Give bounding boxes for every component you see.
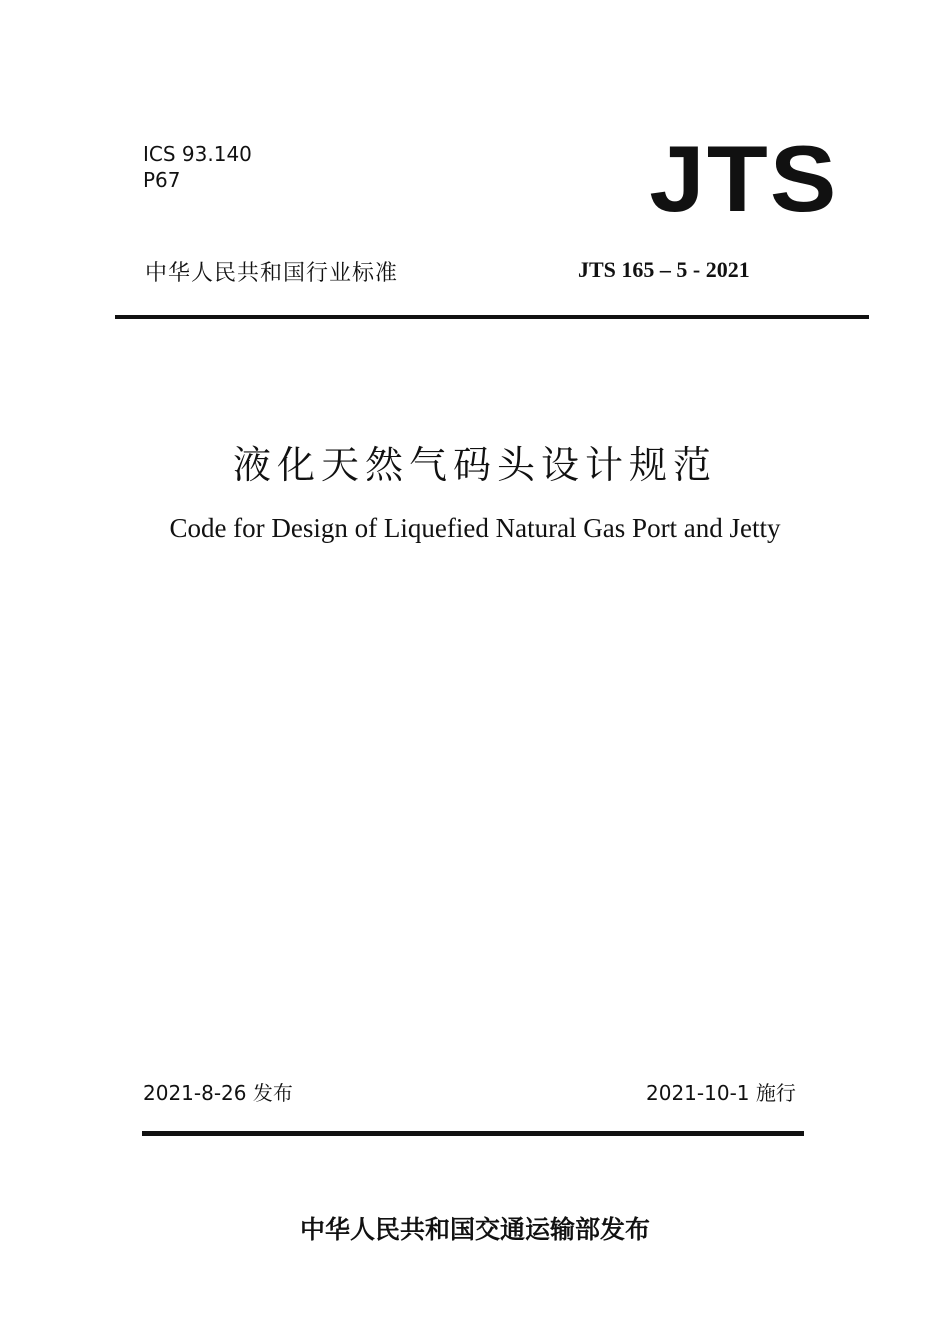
- publisher: 中华人民共和国交通运输部发布: [299, 1215, 650, 1244]
- ics-classification: [143, 141, 252, 193]
- standard-type: 中华人民共和国行业标准: [145, 261, 399, 286]
- title-chinese: 液化天然气码头设计规范: [232, 443, 717, 487]
- standard-number: JTS 165 – 5 - 2021: [578, 257, 750, 282]
- bottom-divider: [142, 1131, 804, 1136]
- top-divider: [115, 315, 869, 319]
- title-english: Code for Design of Liquefied Natural Gas Port and Jetty: [169, 513, 781, 543]
- implementation-date: 2021-10-1 施行: [646, 1081, 796, 1105]
- jts-logo: JTS: [648, 126, 838, 231]
- classification-code: P67: [143, 168, 181, 192]
- issue-date: 2021-8-26 发布: [143, 1081, 293, 1105]
- ics-code: ICS 93.140: [143, 142, 252, 166]
